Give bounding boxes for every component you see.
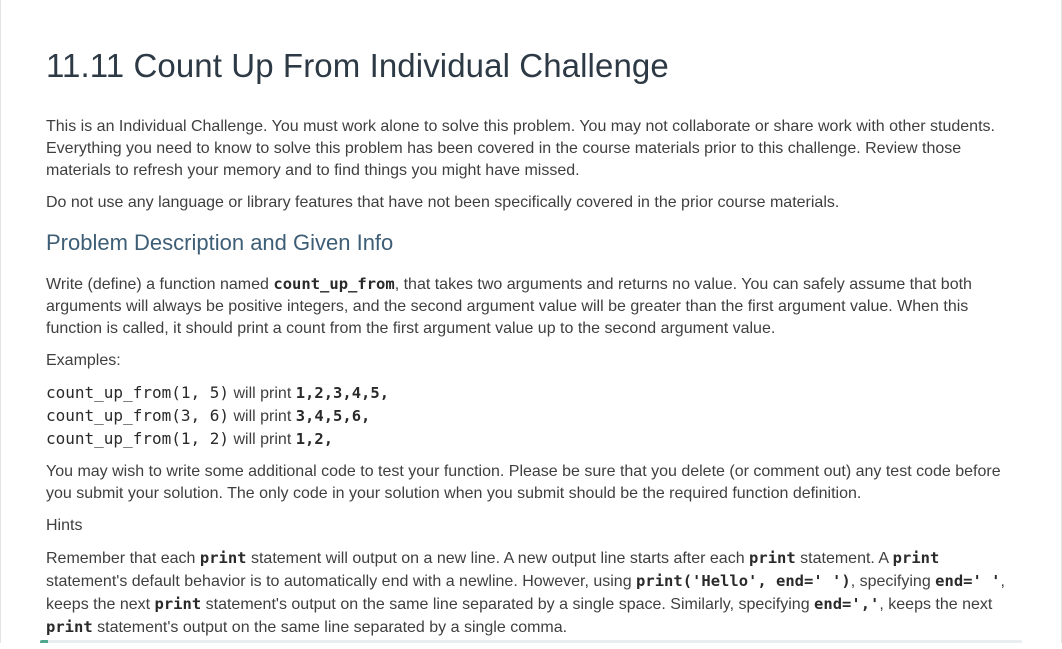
- hint-code: print('Hello', end=' '): [636, 572, 851, 590]
- example-output-code: 3,4,5,6,: [295, 407, 371, 425]
- page-title: 11.11 Count Up From Individual Challenge: [46, 47, 669, 84]
- hint-code: print: [46, 618, 93, 636]
- example-call-code: count_up_from(1, 2): [46, 429, 230, 448]
- hint-text: , keeps the next: [46, 573, 1005, 613]
- challenge-content: [46, 44, 1018, 649]
- hint-text: , specifying: [850, 573, 936, 590]
- example-output-code: 1,2,3,4,5,: [295, 384, 390, 402]
- example-connector: will print: [229, 385, 296, 402]
- intro-paragraph: This is an Individual Challenge. You must work alone to solve this problem. You may not collaborate or share work with other students. Everything you need to know to solve this problem has been covered in the course materials prior to this challenge. Review those materials to refresh your memory and to find things you might have missed.: [46, 118, 995, 179]
- example-item: [46, 405, 1018, 428]
- example-call-code: count_up_from(1, 5): [46, 383, 230, 402]
- function-name-code: count_up_from: [273, 275, 395, 293]
- testing-note-paragraph: You may wish to write some additional code to test your function. Please be sure that you delete (or comment out) any test code before you submit your solution. The only code in your solution when you submit should be the required function definition.: [46, 463, 1001, 502]
- example-item: [46, 382, 1018, 405]
- hint-text: statement's default behavior is to automatically end with a newline. However, using: [46, 573, 637, 590]
- example-item: [46, 428, 1018, 451]
- example-call-code: count_up_from(3, 6): [46, 406, 230, 425]
- examples-list: [46, 382, 1018, 451]
- hint-text: Remember that each: [46, 550, 200, 567]
- section-heading: Problem Description and Given Info: [46, 230, 394, 255]
- hints-label: Hints: [46, 517, 83, 534]
- hint-code: print: [154, 595, 202, 613]
- page-border-left: [0, 0, 1, 643]
- hint-text: statement's output on the same line separated by a single comma.: [92, 619, 568, 636]
- hint-text: statement's output on the same line separated by a single space. Similarly, specifying: [201, 596, 815, 613]
- hints-paragraph: [46, 547, 1018, 639]
- description-text: , that takes two arguments and returns no value. You can safely assume that both arguments will always be positive integers, and the second argument value will be greater than the first argument value. When this function is called, it should print a count from the first argument value up to the second argument value.: [46, 276, 972, 337]
- hint-code: print: [892, 549, 940, 567]
- hint-code: print: [199, 549, 247, 567]
- hint-code: end=',': [814, 595, 880, 613]
- hint-code: end=' ': [935, 572, 1001, 590]
- example-connector: will print: [229, 431, 296, 448]
- hint-text: statement will output on a new line. A new output line starts after each: [246, 550, 750, 567]
- restriction-paragraph: Do not use any language or library features that have not been specifically covered in the prior course materials.: [46, 194, 840, 211]
- example-output-code: 1,2,: [295, 430, 334, 448]
- description-text: Write (define) a function named: [46, 276, 274, 293]
- example-connector: will print: [229, 408, 296, 425]
- description-paragraph: [46, 273, 1018, 340]
- hint-text: statement. A: [795, 550, 893, 567]
- hint-code: print: [749, 549, 796, 567]
- hint-text: , keeps the next: [879, 596, 993, 613]
- examples-label: Examples:: [46, 352, 121, 369]
